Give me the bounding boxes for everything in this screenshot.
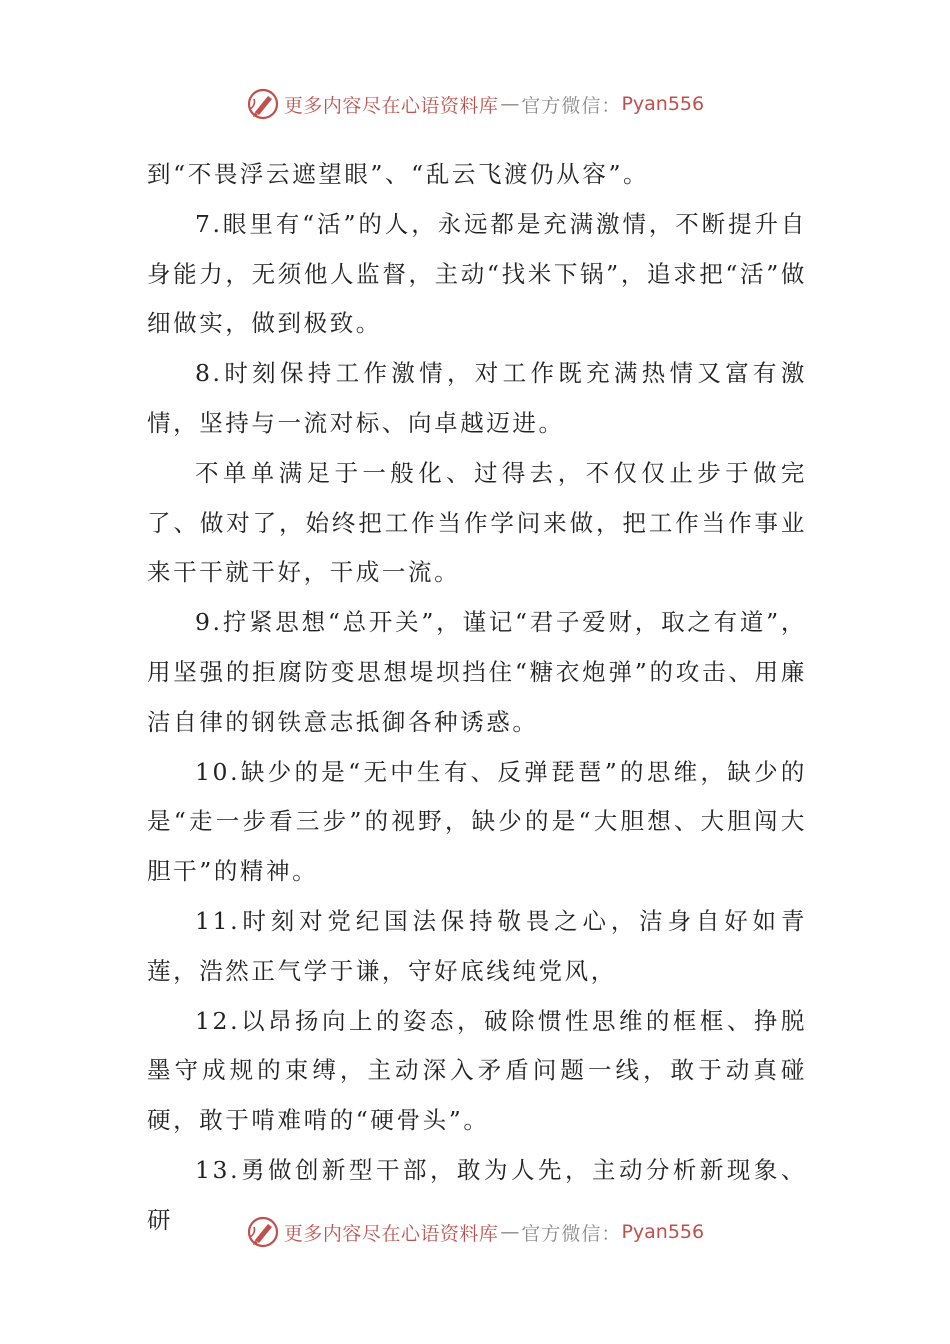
- banner-dash: —: [500, 1221, 520, 1243]
- paragraph: 9.拧紧思想“总开关”，谨记“君子爱财，取之有道”，用坚强的拒腐防变思想堤坝挡住“糖衣炮弹”的攻击、用廉洁自律的钢铁意志抵御各种诱惑。: [147, 608, 807, 736]
- banner-main-text: 更多内容尽在心语资料库: [283, 1222, 499, 1245]
- pen-logo-icon: [246, 1215, 280, 1249]
- banner-id-text: Pyan556: [621, 93, 705, 115]
- banner-main-text: 更多内容尽在心语资料库: [283, 94, 499, 117]
- banner-channel-text: 官方微信：: [521, 94, 622, 117]
- banner-channel-text: 官方微信：: [521, 1222, 622, 1245]
- paragraph: 12.以昂扬向上的姿态，破除惯性思维的框框、挣脱墨守成规的束缚，主动深入矛盾问题一线，敢于动真碰硬，敢于啃难啃的“硬骨头”。: [147, 1006, 807, 1135]
- pen-logo-icon: [246, 87, 280, 121]
- banner-id-text: Pyan556: [621, 1221, 705, 1243]
- document-body: [147, 150, 807, 1246]
- footer-banner: [0, 1212, 950, 1252]
- paragraph: 13.勇做创新型干部，敢为人先，主动分析新现象、研: [147, 1155, 807, 1234]
- paragraph: 7.眼里有“活”的人，永远都是充满激情，不断提升自身能力，无须他人监督，主动“找米下锅”，追求把“活”做细做实，做到极致。: [147, 209, 807, 338]
- banner-dash: —: [500, 93, 520, 115]
- paragraph: 10.缺少的是“无中生有、反弹琵琶”的思维，缺少的是“走一步看三步”的视野，缺少的是“大胆想、大胆闯大胆干”的精神。: [147, 757, 807, 886]
- header-banner: [0, 84, 950, 124]
- paragraph: 不单单满足于一般化、过得去，不仅仅止步于做完了、做对了，始终把工作当作学问来做，把工作当作事业来干干就干好，干成一流。: [147, 458, 807, 587]
- paragraph: 11.时刻对党纪国法保持敬畏之心，洁身自好如青莲，浩然正气学于谦，守好底线纯党风，: [147, 906, 807, 985]
- paragraph: 8.时刻保持工作激情，对工作既充满热情又富有激情，坚持与一流对标、向卓越迈进。: [147, 359, 807, 437]
- paragraph: 到“不畏浮云遮望眼”、“乱云飞渡仍从容”。: [147, 160, 650, 188]
